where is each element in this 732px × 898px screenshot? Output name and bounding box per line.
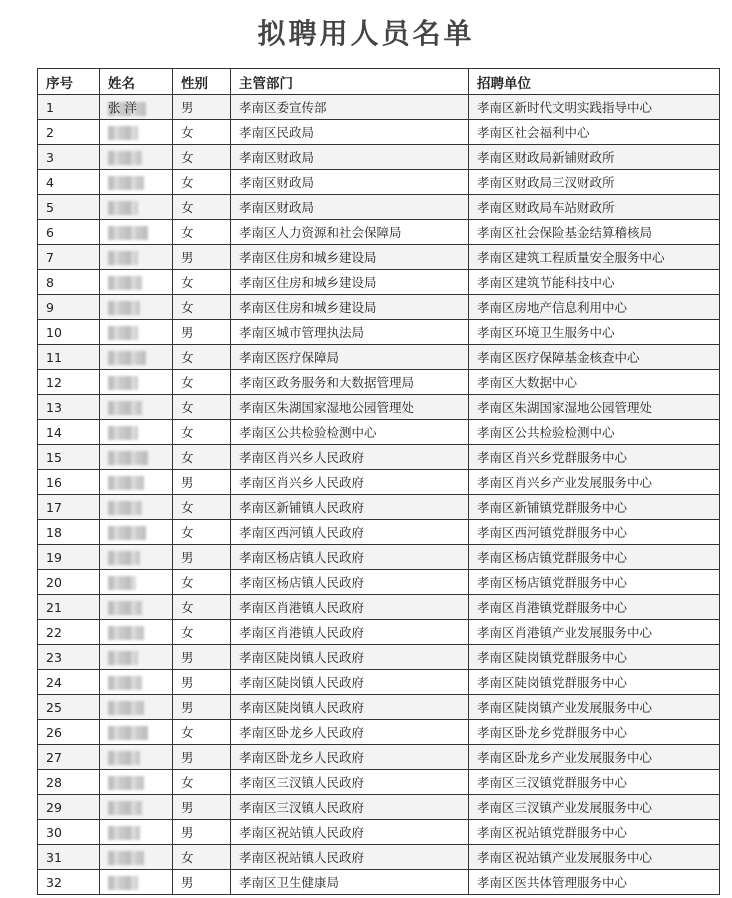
redacted-name-block bbox=[108, 401, 142, 415]
cell-gender: 女 bbox=[173, 495, 231, 520]
cell-gender: 女 bbox=[173, 845, 231, 870]
cell-seq: 30 bbox=[38, 820, 100, 845]
table-body bbox=[38, 95, 720, 895]
redacted-name-block bbox=[108, 451, 148, 465]
cell-unit: 孝南区大数据中心 bbox=[469, 370, 720, 395]
cell-seq: 20 bbox=[38, 570, 100, 595]
cell-dept: 孝南区财政局 bbox=[231, 145, 469, 170]
cell-name bbox=[100, 270, 173, 295]
cell-seq: 15 bbox=[38, 445, 100, 470]
cell-unit: 孝南区公共检验检测中心 bbox=[469, 420, 720, 445]
table-row bbox=[38, 545, 720, 570]
header-dept: 主管部门 bbox=[231, 69, 469, 95]
cell-unit: 孝南区财政局车站财政所 bbox=[469, 195, 720, 220]
redacted-name-block bbox=[108, 476, 144, 490]
cell-unit: 孝南区肖兴乡党群服务中心 bbox=[469, 445, 720, 470]
cell-dept: 孝南区民政局 bbox=[231, 120, 469, 145]
cell-name bbox=[100, 645, 173, 670]
cell-name bbox=[100, 145, 173, 170]
cell-name bbox=[100, 545, 173, 570]
cell-seq: 7 bbox=[38, 245, 100, 270]
table-row bbox=[38, 770, 720, 795]
candidate-table bbox=[37, 68, 720, 895]
cell-name bbox=[100, 470, 173, 495]
cell-gender: 女 bbox=[173, 145, 231, 170]
redacted-name-block bbox=[108, 251, 138, 265]
cell-gender: 男 bbox=[173, 95, 231, 120]
cell-dept: 孝南区肖港镇人民政府 bbox=[231, 620, 469, 645]
redacted-name-block bbox=[108, 151, 142, 165]
cell-name bbox=[100, 745, 173, 770]
table-header-row bbox=[38, 69, 720, 95]
redacted-name-block bbox=[108, 276, 142, 290]
cell-unit: 孝南区卧龙乡产业发展服务中心 bbox=[469, 745, 720, 770]
redacted-name-block bbox=[108, 826, 140, 840]
cell-gender: 女 bbox=[173, 520, 231, 545]
cell-seq: 32 bbox=[38, 870, 100, 895]
cell-dept: 孝南区祝站镇人民政府 bbox=[231, 820, 469, 845]
cell-gender: 女 bbox=[173, 270, 231, 295]
cell-unit: 孝南区西河镇党群服务中心 bbox=[469, 520, 720, 545]
table-row bbox=[38, 595, 720, 620]
cell-unit: 孝南区陡岗镇产业发展服务中心 bbox=[469, 695, 720, 720]
table-row bbox=[38, 670, 720, 695]
redacted-name-block bbox=[108, 626, 144, 640]
cell-seq: 31 bbox=[38, 845, 100, 870]
cell-name bbox=[100, 695, 173, 720]
table-row bbox=[38, 170, 720, 195]
cell-dept: 孝南区肖港镇人民政府 bbox=[231, 595, 469, 620]
table-row bbox=[38, 870, 720, 895]
table-row bbox=[38, 720, 720, 745]
cell-unit: 孝南区三汊镇产业发展服务中心 bbox=[469, 795, 720, 820]
table-row bbox=[38, 295, 720, 320]
redacted-name-block bbox=[108, 326, 138, 340]
cell-gender: 女 bbox=[173, 770, 231, 795]
redacted-name-block bbox=[108, 426, 138, 440]
cell-seq: 26 bbox=[38, 720, 100, 745]
cell-dept: 孝南区城市管理执法局 bbox=[231, 320, 469, 345]
cell-unit: 孝南区房地产信息利用中心 bbox=[469, 295, 720, 320]
cell-name bbox=[100, 845, 173, 870]
cell-dept: 孝南区杨店镇人民政府 bbox=[231, 570, 469, 595]
cell-seq: 10 bbox=[38, 320, 100, 345]
cell-dept: 孝南区肖兴乡人民政府 bbox=[231, 470, 469, 495]
table-row bbox=[38, 745, 720, 770]
cell-gender: 女 bbox=[173, 195, 231, 220]
cell-name bbox=[100, 770, 173, 795]
cell-seq: 4 bbox=[38, 170, 100, 195]
cell-name bbox=[100, 245, 173, 270]
table-row bbox=[38, 495, 720, 520]
table-row bbox=[38, 695, 720, 720]
cell-unit: 孝南区医共体管理服务中心 bbox=[469, 870, 720, 895]
cell-name bbox=[100, 495, 173, 520]
cell-unit: 孝南区环境卫生服务中心 bbox=[469, 320, 720, 345]
table-row bbox=[38, 195, 720, 220]
cell-name bbox=[100, 220, 173, 245]
cell-dept: 孝南区公共检验检测中心 bbox=[231, 420, 469, 445]
cell-gender: 女 bbox=[173, 295, 231, 320]
cell-dept: 孝南区杨店镇人民政府 bbox=[231, 545, 469, 570]
cell-dept: 孝南区委宣传部 bbox=[231, 95, 469, 120]
redacted-name-block bbox=[108, 676, 142, 690]
redacted-name-block bbox=[108, 726, 148, 740]
cell-gender: 女 bbox=[173, 345, 231, 370]
cell-dept: 孝南区陡岗镇人民政府 bbox=[231, 695, 469, 720]
cell-seq: 24 bbox=[38, 670, 100, 695]
cell-unit: 孝南区朱湖国家湿地公园管理处 bbox=[469, 395, 720, 420]
redacted-name-block bbox=[108, 601, 142, 615]
cell-unit: 孝南区卧龙乡党群服务中心 bbox=[469, 720, 720, 745]
cell-gender: 女 bbox=[173, 720, 231, 745]
cell-gender: 男 bbox=[173, 670, 231, 695]
cell-seq: 6 bbox=[38, 220, 100, 245]
cell-seq: 22 bbox=[38, 620, 100, 645]
cell-name bbox=[100, 295, 173, 320]
cell-seq: 11 bbox=[38, 345, 100, 370]
cell-seq: 19 bbox=[38, 545, 100, 570]
table-row bbox=[38, 270, 720, 295]
cell-dept: 孝南区三汊镇人民政府 bbox=[231, 770, 469, 795]
cell-name bbox=[100, 595, 173, 620]
cell-gender: 男 bbox=[173, 245, 231, 270]
table-row bbox=[38, 620, 720, 645]
redacted-name-block bbox=[108, 501, 142, 515]
cell-seq: 2 bbox=[38, 120, 100, 145]
cell-seq: 3 bbox=[38, 145, 100, 170]
cell-seq: 14 bbox=[38, 420, 100, 445]
cell-gender: 男 bbox=[173, 795, 231, 820]
cell-gender: 女 bbox=[173, 420, 231, 445]
cell-seq: 12 bbox=[38, 370, 100, 395]
table-row bbox=[38, 845, 720, 870]
cell-gender: 女 bbox=[173, 595, 231, 620]
cell-name bbox=[100, 720, 173, 745]
cell-unit: 孝南区社会福利中心 bbox=[469, 120, 720, 145]
cell-unit: 孝南区肖兴乡产业发展服务中心 bbox=[469, 470, 720, 495]
cell-dept: 孝南区陡岗镇人民政府 bbox=[231, 645, 469, 670]
redacted-name-block bbox=[108, 801, 142, 815]
redacted-name-block bbox=[108, 851, 144, 865]
cell-name bbox=[100, 870, 173, 895]
cell-dept: 孝南区住房和城乡建设局 bbox=[231, 245, 469, 270]
cell-seq: 27 bbox=[38, 745, 100, 770]
redacted-name-block bbox=[108, 701, 144, 715]
header-unit: 招聘单位 bbox=[469, 69, 720, 95]
cell-gender: 女 bbox=[173, 445, 231, 470]
cell-unit: 孝南区杨店镇党群服务中心 bbox=[469, 570, 720, 595]
header-gender: 性别 bbox=[173, 69, 231, 95]
cell-name bbox=[100, 320, 173, 345]
cell-name bbox=[100, 520, 173, 545]
cell-dept: 孝南区陡岗镇人民政府 bbox=[231, 670, 469, 695]
redacted-name-block bbox=[108, 551, 140, 565]
redacted-name-block bbox=[108, 526, 146, 540]
cell-gender: 女 bbox=[173, 395, 231, 420]
cell-unit: 孝南区财政局三汊财政所 bbox=[469, 170, 720, 195]
cell-gender: 男 bbox=[173, 470, 231, 495]
cell-unit: 孝南区肖港镇党群服务中心 bbox=[469, 595, 720, 620]
cell-seq: 16 bbox=[38, 470, 100, 495]
cell-seq: 13 bbox=[38, 395, 100, 420]
cell-seq: 29 bbox=[38, 795, 100, 820]
cell-gender: 男 bbox=[173, 820, 231, 845]
table-row bbox=[38, 145, 720, 170]
redacted-name-block bbox=[108, 351, 146, 365]
redacted-name-block bbox=[108, 376, 138, 390]
cell-seq: 1 bbox=[38, 95, 100, 120]
table-row bbox=[38, 645, 720, 670]
cell-gender: 女 bbox=[173, 120, 231, 145]
table-row bbox=[38, 470, 720, 495]
cell-dept: 孝南区肖兴乡人民政府 bbox=[231, 445, 469, 470]
cell-unit: 孝南区祝站镇党群服务中心 bbox=[469, 820, 720, 845]
cell-unit: 孝南区社会保险基金结算稽核局 bbox=[469, 220, 720, 245]
redacted-name-block bbox=[108, 201, 138, 215]
cell-unit: 孝南区财政局新铺财政所 bbox=[469, 145, 720, 170]
table-row bbox=[38, 445, 720, 470]
redacted-name-block bbox=[108, 876, 138, 890]
cell-seq: 8 bbox=[38, 270, 100, 295]
cell-name bbox=[100, 620, 173, 645]
cell-unit: 孝南区新铺镇党群服务中心 bbox=[469, 495, 720, 520]
cell-gender: 男 bbox=[173, 545, 231, 570]
cell-dept: 孝南区人力资源和社会保障局 bbox=[231, 220, 469, 245]
cell-seq: 17 bbox=[38, 495, 100, 520]
cell-dept: 孝南区财政局 bbox=[231, 170, 469, 195]
table-row bbox=[38, 795, 720, 820]
redacted-name-block bbox=[108, 776, 144, 790]
cell-name bbox=[100, 195, 173, 220]
cell-name bbox=[100, 445, 173, 470]
cell-unit: 孝南区医疗保障基金核查中心 bbox=[469, 345, 720, 370]
table-row bbox=[38, 520, 720, 545]
redacted-name-block bbox=[108, 301, 140, 315]
cell-seq: 25 bbox=[38, 695, 100, 720]
cell-dept: 孝南区住房和城乡建设局 bbox=[231, 270, 469, 295]
page-title: 拟聘用人员名单 bbox=[257, 17, 475, 50]
table-row bbox=[38, 370, 720, 395]
table-row bbox=[38, 420, 720, 445]
cell-dept: 孝南区三汊镇人民政府 bbox=[231, 795, 469, 820]
cell-gender: 男 bbox=[173, 745, 231, 770]
cell-dept: 孝南区医疗保障局 bbox=[231, 345, 469, 370]
table-row bbox=[38, 95, 720, 120]
cell-seq: 21 bbox=[38, 595, 100, 620]
cell-dept: 孝南区卧龙乡人民政府 bbox=[231, 720, 469, 745]
name-text: 张 洋 bbox=[108, 100, 137, 115]
cell-gender: 女 bbox=[173, 220, 231, 245]
cell-gender: 女 bbox=[173, 370, 231, 395]
table-row bbox=[38, 570, 720, 595]
cell-name bbox=[100, 570, 173, 595]
cell-seq: 28 bbox=[38, 770, 100, 795]
header-seq: 序号 bbox=[38, 69, 100, 95]
table-row bbox=[38, 395, 720, 420]
cell-name bbox=[100, 395, 173, 420]
cell-gender: 男 bbox=[173, 870, 231, 895]
cell-gender: 男 bbox=[173, 320, 231, 345]
cell-name bbox=[100, 795, 173, 820]
table-row bbox=[38, 120, 720, 145]
cell-unit: 孝南区三汊镇党群服务中心 bbox=[469, 770, 720, 795]
redacted-name-block bbox=[108, 176, 144, 190]
cell-seq: 23 bbox=[38, 645, 100, 670]
cell-unit: 孝南区杨店镇党群服务中心 bbox=[469, 545, 720, 570]
cell-name bbox=[100, 420, 173, 445]
cell-seq: 5 bbox=[38, 195, 100, 220]
table-row bbox=[38, 220, 720, 245]
cell-unit: 孝南区祝站镇产业发展服务中心 bbox=[469, 845, 720, 870]
cell-name bbox=[100, 120, 173, 145]
cell-unit: 孝南区肖港镇产业发展服务中心 bbox=[469, 620, 720, 645]
cell-gender: 男 bbox=[173, 695, 231, 720]
cell-unit: 孝南区陡岗镇党群服务中心 bbox=[469, 645, 720, 670]
cell-unit: 孝南区建筑节能科技中心 bbox=[469, 270, 720, 295]
cell-seq: 18 bbox=[38, 520, 100, 545]
cell-dept: 孝南区卫生健康局 bbox=[231, 870, 469, 895]
cell-dept: 孝南区住房和城乡建设局 bbox=[231, 295, 469, 320]
cell-dept: 孝南区财政局 bbox=[231, 195, 469, 220]
cell-unit: 孝南区陡岗镇党群服务中心 bbox=[469, 670, 720, 695]
cell-name bbox=[100, 820, 173, 845]
cell-dept: 孝南区新铺镇人民政府 bbox=[231, 495, 469, 520]
cell-gender: 男 bbox=[173, 645, 231, 670]
table-row bbox=[38, 820, 720, 845]
cell-gender: 女 bbox=[173, 620, 231, 645]
cell-name bbox=[100, 670, 173, 695]
cell-dept: 孝南区祝站镇人民政府 bbox=[231, 845, 469, 870]
cell-name bbox=[100, 170, 173, 195]
redacted-name-block bbox=[108, 126, 138, 140]
cell-gender: 女 bbox=[173, 170, 231, 195]
redacted-name-block bbox=[108, 226, 148, 240]
cell-gender: 女 bbox=[173, 570, 231, 595]
table-row bbox=[38, 245, 720, 270]
header-name: 姓名 bbox=[100, 69, 173, 95]
cell-dept: 孝南区西河镇人民政府 bbox=[231, 520, 469, 545]
redacted-name-block bbox=[108, 651, 138, 665]
redacted-name-block bbox=[108, 751, 140, 765]
cell-name bbox=[100, 345, 173, 370]
cell-unit: 孝南区建筑工程质量安全服务中心 bbox=[469, 245, 720, 270]
cell-name bbox=[100, 370, 173, 395]
cell-dept: 孝南区卧龙乡人民政府 bbox=[231, 745, 469, 770]
cell-name bbox=[100, 95, 173, 120]
cell-unit: 孝南区新时代文明实践指导中心 bbox=[469, 95, 720, 120]
table-row bbox=[38, 345, 720, 370]
cell-dept: 孝南区政务服务和大数据管理局 bbox=[231, 370, 469, 395]
table-row bbox=[38, 320, 720, 345]
cell-dept: 孝南区朱湖国家湿地公园管理处 bbox=[231, 395, 469, 420]
redacted-name-block bbox=[108, 576, 136, 590]
cell-seq: 9 bbox=[38, 295, 100, 320]
